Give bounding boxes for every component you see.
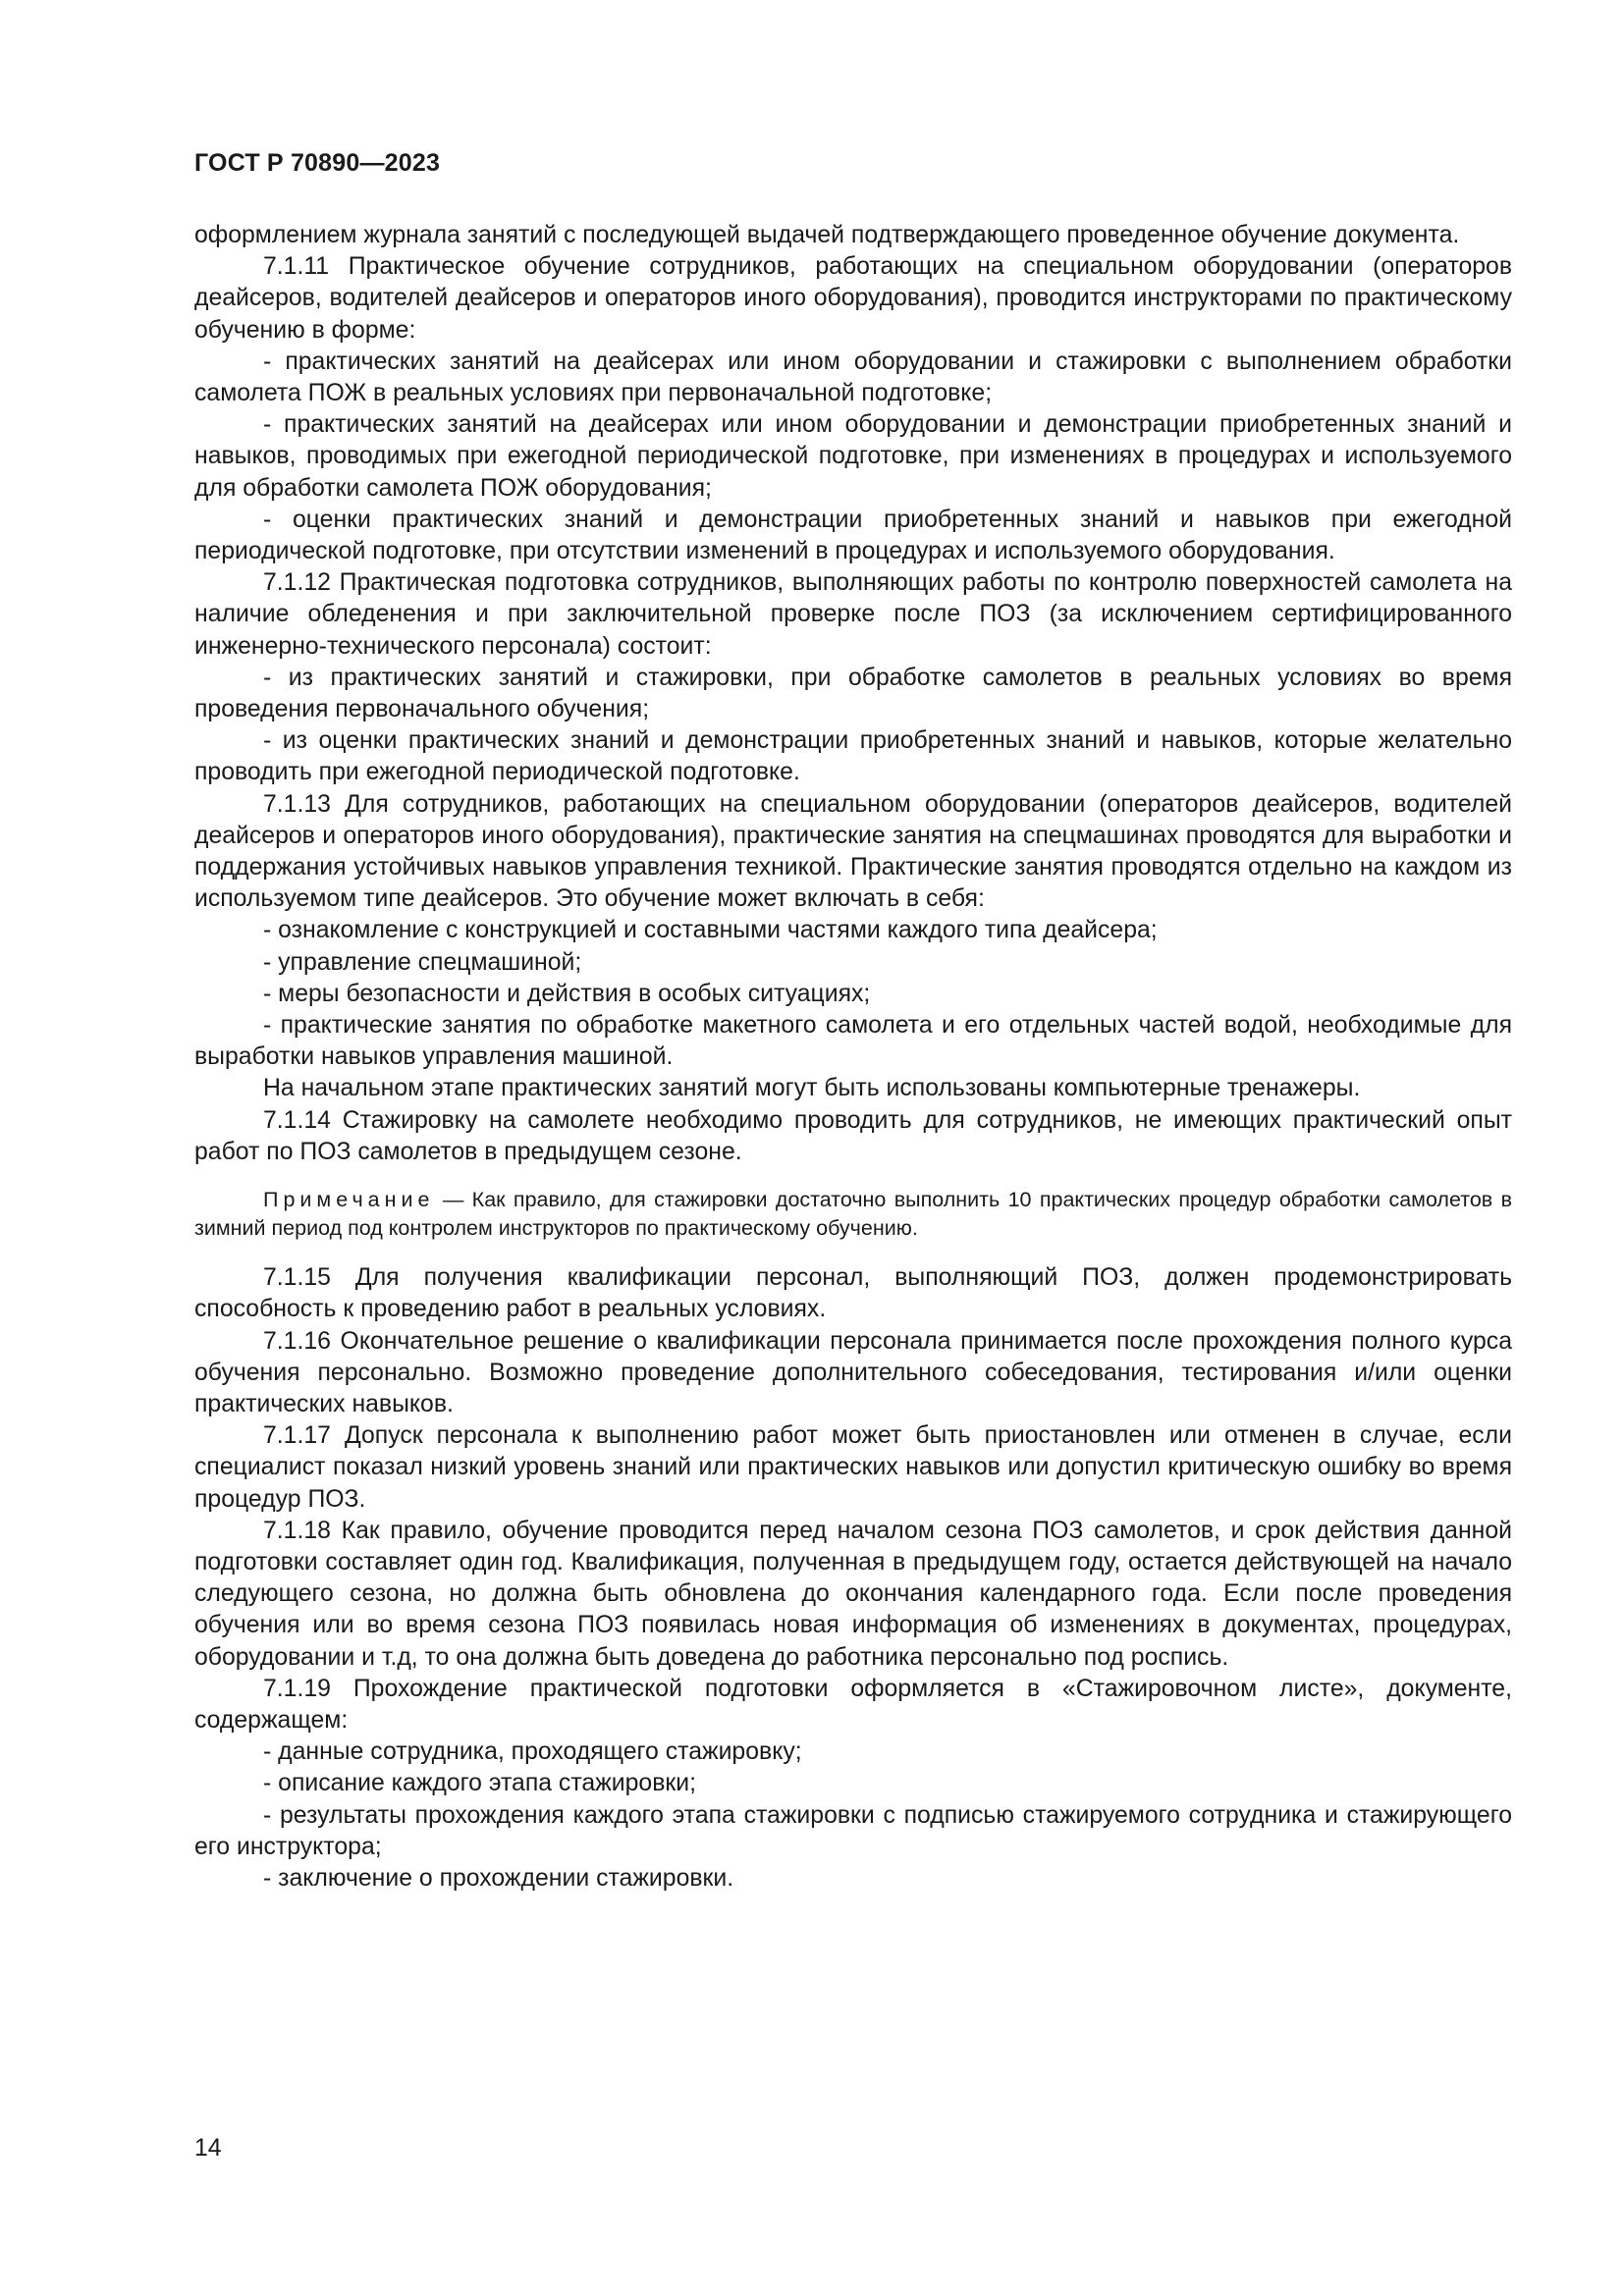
list-item: - меры безопасности и действия в особых ситуациях; bbox=[263, 980, 871, 1007]
paragraph-7-1-12: 7.1.12 Практическая подготовка сотрудников, выполняющих работы по контролю поверхностей самолета на наличие обледенения и при заключительной проверке после ПОЗ (за исключением сертифицированного инженерно-технического персонала) состоит: bbox=[194, 569, 1512, 660]
page-number: 14 bbox=[194, 2135, 222, 2162]
list-item: - из практических занятий и стажировки, при обработке самолетов в реальных условиях во время проведения первоначального обучения; bbox=[194, 664, 1512, 723]
paragraph: На начальном этапе практических занятий могут быть использованы компьютерные тренажеры. bbox=[263, 1075, 1361, 1102]
note-label: Примечание bbox=[263, 1188, 435, 1212]
list-item: - ознакомление с конструкцией и составными частями каждого типа деайсера; bbox=[263, 917, 1158, 944]
list-item: - описание каждого этапа стажировки; bbox=[263, 1770, 696, 1797]
list-item: - из оценки практических знаний и демонстрации приобретенных знаний и навыков, которые желательно проводить при ежегодной периодической подготовке. bbox=[194, 727, 1512, 786]
list-item: - практические занятия по обработке макетного самолета и его отдельных частей водой, необходимые для выработки навыков управления машиной. bbox=[194, 1012, 1512, 1071]
list-item: - заключение о прохождении стажировки. bbox=[263, 1864, 734, 1892]
paragraph-7-1-17: 7.1.17 Допуск персонала к выполнению работ может быть приостановлен или отменен в случае, если специалист показал низкий уровень знаний или практических навыков или допустил критическую ошибку во время процедур ПОЗ. bbox=[194, 1422, 1512, 1513]
document-header: ГОСТ Р 70890—2023 bbox=[194, 149, 441, 177]
note bbox=[194, 1186, 1512, 1243]
note-text: — Как правило, для стажировки достаточно выполнить 10 практических процедур обработки самолетов в зимний период под контролем инструкторов по практическому обучению. bbox=[194, 1188, 1512, 1241]
list-item: - результаты прохождения каждого этапа стажировки с подписью стажируемого сотрудника и стажирующего его инструктора; bbox=[194, 1801, 1512, 1860]
list-item: - оценки практических знаний и демонстрации приобретенных знаний и навыков при ежегодной периодической подготовке, при отсутствии изменений в процедурах и используемого оборудования. bbox=[194, 506, 1512, 565]
paragraph: оформлением журнала занятий с последующей выдачей подтверждающего проведенное обучение документа. bbox=[194, 222, 1460, 248]
list-item: - управление спецмашиной; bbox=[263, 948, 582, 976]
paragraph-7-1-16: 7.1.16 Окончательное решение о квалификации персонала принимается после прохождения полного курса обучения персонально. Возможно проведение дополнительного собеседования, тестирования и/или оценки практических навыков. bbox=[194, 1327, 1512, 1417]
list-item: - практических занятий на деайсерах или ином оборудовании и стажировки с выполнением обработки самолета ПОЖ в реальных условиях при первоначальной подготовке; bbox=[194, 347, 1512, 407]
paragraph-7-1-18: 7.1.18 Как правило, обучение проводится перед началом сезона ПОЗ самолетов, и срок действия данной подготовки составляет один год. Квалификация, полученная в предыдущем году, остается действующей на начало следующего сезона, но должна быть обновлена до окончания календарного года. Если после проведения обучения или во время сезона ПОЗ появилась новая информация об изменениях в документах, процедурах, оборудовании и т.д, то она должна быть доведена до работника персонально под роспись. bbox=[194, 1517, 1512, 1671]
paragraph-7-1-13: 7.1.13 Для сотрудников, работающих на специальном оборудовании (операторов деайсеров, водителей деайсеров и операторов иного оборудования), практические занятия на спецмашинах проводятся для выработки и поддержания устойчивых навыков управления техникой. Практические занятия проводятся отдельно на каждом из используемом типе деайсеров. Это обучение может включать в себя: bbox=[194, 790, 1512, 913]
paragraph-7-1-11: 7.1.11 Практическое обучение сотрудников, работающих на специальном оборудовании (операторов деайсеров, водителей деайсеров и операторов иного оборудования), проводится инструкторами по практическому обучению в форме: bbox=[194, 253, 1512, 344]
paragraph-7-1-14: 7.1.14 Стажировку на самолете необходимо проводить для сотрудников, не имеющих практический опыт работ по ПОЗ самолетов в предыдущем сезоне. bbox=[194, 1106, 1512, 1165]
paragraph-7-1-15: 7.1.15 Для получения квалификации персонал, выполняющий ПОЗ, должен продемонстрировать способность к проведению работ в реальных условиях. bbox=[194, 1264, 1512, 1323]
list-item: - данные сотрудника, проходящего стажировку; bbox=[263, 1738, 802, 1766]
list-item: - практических занятий на деайсерах или ином оборудовании и демонстрации приобретенных знаний и навыков, проводимых при ежегодной периодической подготовке, при изменениях в процедурах и используемого для обработки самолета ПОЖ оборудования; bbox=[194, 411, 1512, 502]
paragraph-7-1-19: 7.1.19 Прохождение практической подготовки оформляется в «Стажировочном листе», документе, содержащем: bbox=[194, 1675, 1512, 1734]
document-body bbox=[194, 220, 1512, 1895]
